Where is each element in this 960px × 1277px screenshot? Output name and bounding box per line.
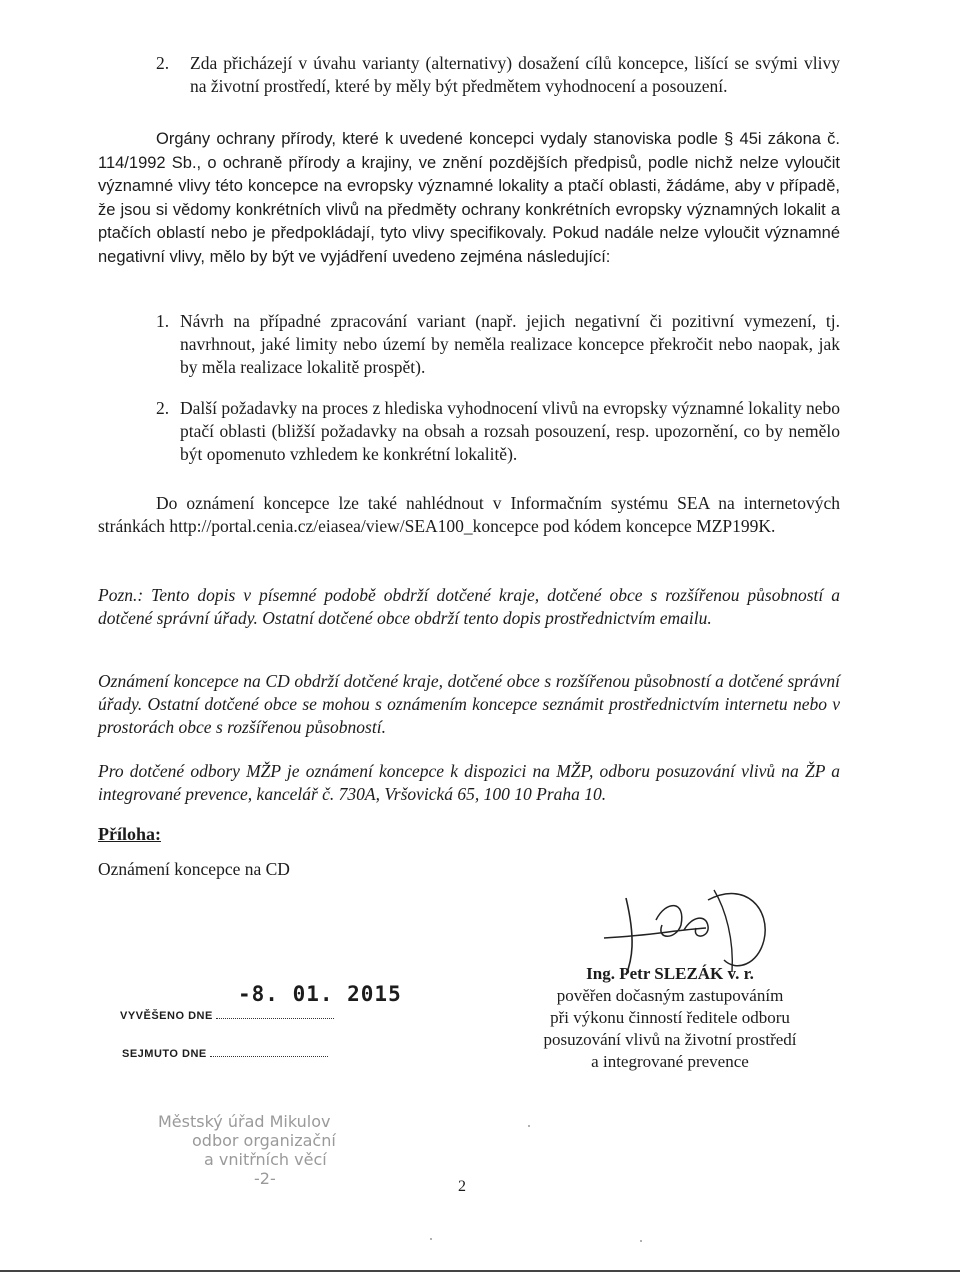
paragraph-sea-link: Do oznámení koncepce lze také nahlédnout v Informačním systému SEA na internetových stránkách http://portal.cenia.cz/eiasea/view/SEA100_koncepce pod kódem koncepce MZP199K. xyxy=(98,493,840,536)
removed-on-label: SEJMUTO DNE xyxy=(122,1048,207,1060)
municipal-office-stamp xyxy=(150,1112,336,1188)
attachment-item: Oznámení koncepce na CD xyxy=(98,859,290,879)
signature-block xyxy=(500,963,840,1073)
signatory-name: Ing. Petr SLEZÁK v. r. xyxy=(586,964,754,983)
stamp-page-marker: -2- xyxy=(254,1169,276,1188)
paragraph-mzp: Pro dotčené odbory MŽP je oznámení koncepce k dispozici na MŽP, odboru posuzování vlivů na ŽP a integrované prevence, kancelář č. 730A, Vršovická 65, 100 10 Praha 10. xyxy=(98,761,840,804)
removed-on-line xyxy=(122,1048,328,1060)
item-2-text: Zda přicházejí v úvahu varianty (alternativy) dosažení cílů koncepce, lišící se svými vlivy na životní prostředí, které by měly být předmětem vyhodnocení a posouzení. xyxy=(190,53,840,96)
posted-on-label: VYVĚŠENO DNE xyxy=(120,1010,213,1022)
stamp-office-name: Městský úřad Mikulov xyxy=(158,1112,331,1131)
signatory-role-line-2: při výkonu činností ředitele odboru xyxy=(550,1008,790,1027)
posted-on-blank xyxy=(216,1018,334,1019)
signatory-role-line-1: pověřen dočasným zastupováním xyxy=(556,986,784,1005)
sub-item-2-number: 2. xyxy=(156,398,170,418)
removed-on-blank xyxy=(210,1056,328,1057)
posted-date-stamp: -8. 01. 2015 xyxy=(238,982,402,1006)
stamp-department: odbor organizační xyxy=(192,1131,336,1150)
signatory-role-line-3: posuzování vlivů na životní prostředí xyxy=(543,1030,797,1049)
paragraph-cd: Oznámení koncepce na CD obdrží dotčené kraje, dotčené obce s rozšířenou působností a dotčené správní úřady. Ostatní dotčené obce se mohou s oznámením koncepce seznámit prostřednictvím internetu nebo v prostorách obce s rozšířenou působností. xyxy=(98,671,840,737)
signatory-role-line-4: a integrované prevence xyxy=(591,1052,749,1071)
attachment-heading: Příloha: xyxy=(98,824,161,844)
posted-on-line xyxy=(120,1010,334,1022)
scan-edge-line xyxy=(0,1270,960,1272)
stamp-department-cont: a vnitřních věcí xyxy=(204,1150,327,1169)
paragraph-organy: Orgány ochrany přírody, které k uvedené koncepci vydaly stanoviska podle § 45i zákona č. 114/1992 Sb., o ochraně přírody a krajiny, ve znění pozdějších předpisů, podle nichž nelze vyloučit významné vlivy této koncepce na evropsky významné lokality a ptačí oblasti, žádáme, aby v případě, že jsou si vědomy konkrétních vlivů na předměty ochrany konkrétních evropsky významných lokalit a ptačích oblastí nebo je předpokládají, tyto vlivy specifikovaly. Pokud nadále nelze vyloučit významné negativní vlivy, mělo by být ve vyjádření uvedeno zejména následující: xyxy=(98,130,840,266)
scan-speck xyxy=(640,1240,642,1242)
paragraph-note: Pozn.: Tento dopis v písemné podobě obdrží dotčené kraje, dotčené obce s rozšířenou působností a dotčené správní úřady. Ostatní dotčené obce obdrží tento dopis prostřednictvím emailu. xyxy=(98,585,840,628)
scan-speck xyxy=(430,1238,432,1240)
page-number: 2 xyxy=(458,1178,466,1195)
item-2-number: 2. xyxy=(156,53,170,73)
sub-item-1-number: 1. xyxy=(156,311,170,331)
sub-item-1-text: Návrh na případné zpracování variant (např. jejich negativní či pozitivní vymezení, tj. navrhnout, jaké limity nebo území by neměla realizace koncepce překročit nebo naopak, jak by měla realizace lokalitě prospět). xyxy=(180,311,840,377)
scan-speck xyxy=(528,1125,530,1127)
sub-item-2-text: Další požadavky na proces z hlediska vyhodnocení vlivů na evropsky významné lokality nebo ptačí oblasti (bližší požadavky na obsah a rozsah posouzení, resp. upozornění, co by nemělo být opomenuto vzhledem ke konkrétní lokalitě). xyxy=(180,398,840,464)
